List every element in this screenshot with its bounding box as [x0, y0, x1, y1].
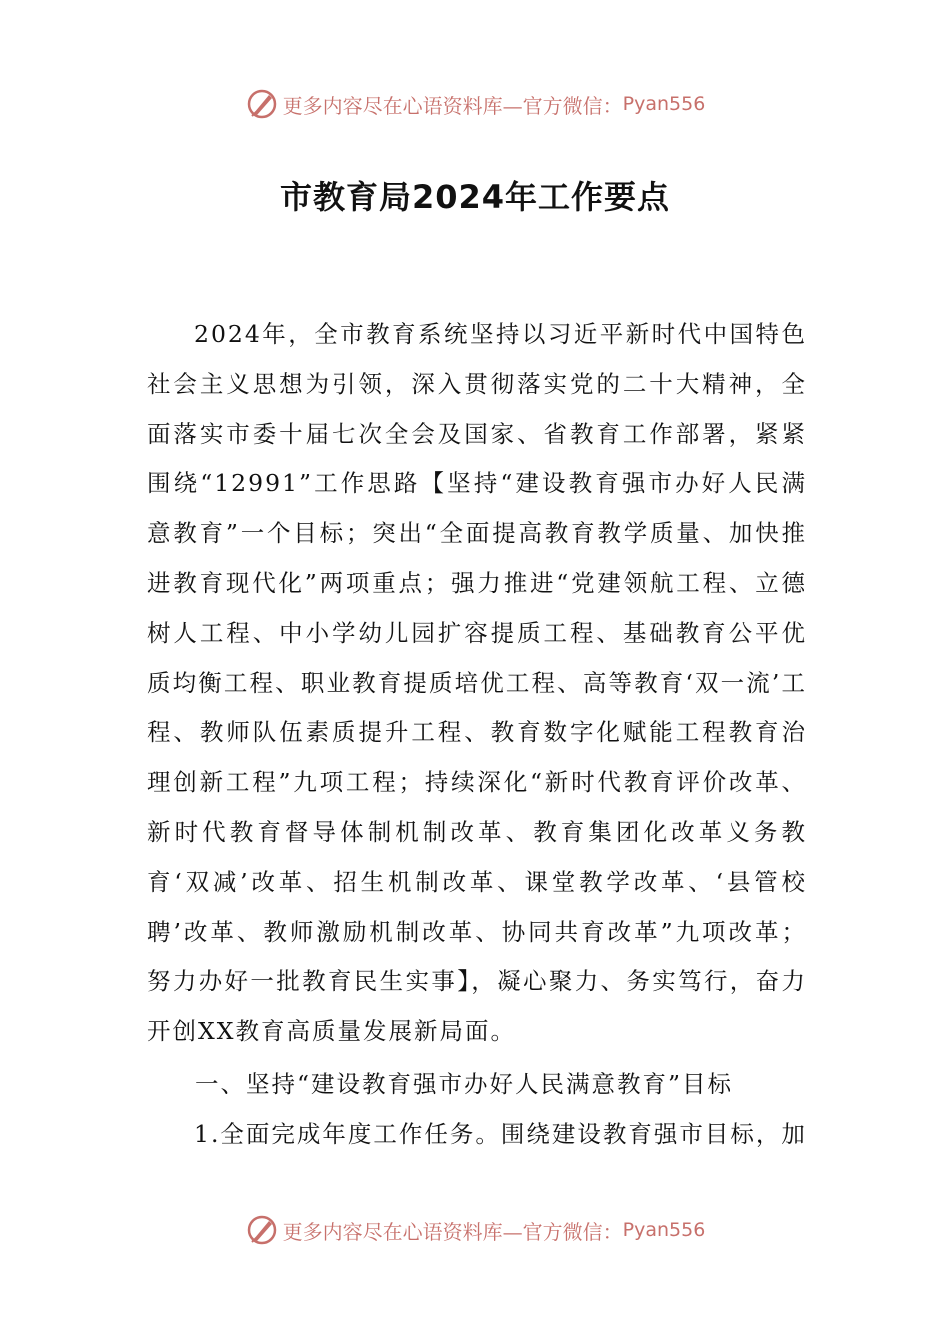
item-paragraph: 1.全面完成年度工作任务。围绕建设教育强市目标，加	[194, 1120, 807, 1148]
watermark-handle: Pyan556	[622, 1219, 706, 1241]
watermark-text: 更多内容尽在心语资料库—官方微信：	[282, 93, 623, 118]
intro-paragraph: 2024年，全市教育系统坚持以习近平新时代中国特色社会主义思想为引领，深入贯彻落实党的二十大精神，全面落实市委十届七次全会及国家、省教育工作部署，紧紧围绕“12991”工作思路【坚持“建设教育强市办好人民满意教育”一个目标；突出“全面提高教育教学质量、加快推进教育现代化”两项重点；强力推进“党建领航工程、立德树人工程、中小学幼儿园扩容提质工程、基础教育公平优质均衡工程、职业教育提质培优工程、高等教育‘双一流’工程、教师队伍素质提升工程、教育数字化赋能工程教育治理创新工程”九项工程；持续深化“新时代教育评价改革、新时代教育督导体制机制改革、教育集团化改革义务教育‘双减’改革、招生机制改革、课堂教学改革、‘县管校聘’改革、教师激励机制改革、协同共育改革”九项改革；努力办好一批教育民生实事】，凝心聚力、务实笃行，奋力开创XX教育高质量发展新局面。	[147, 320, 807, 1046]
document-title: 市教育局2024年工作要点	[279, 178, 671, 216]
watermark-text: 更多内容尽在心语资料库—官方微信：	[282, 1219, 623, 1244]
watermark-footer	[0, 1210, 950, 1250]
section-heading: 一、坚持“建设教育强市办好人民满意教育”目标	[195, 1070, 734, 1098]
watermark-handle: Pyan556	[622, 93, 706, 115]
watermark-header	[0, 84, 950, 124]
quill-logo-icon	[245, 1213, 279, 1247]
quill-logo-icon	[245, 87, 279, 121]
